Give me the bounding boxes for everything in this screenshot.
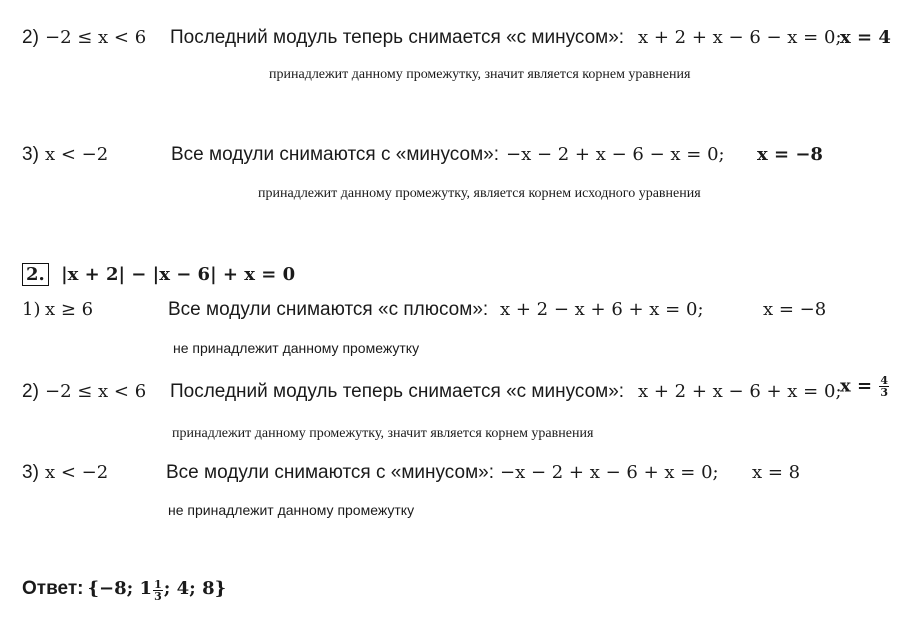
answer-open: {−8; 1 (87, 578, 153, 599)
p2-case2-label: 2) (22, 381, 39, 402)
p1-case2-result: x = 4 (840, 27, 891, 48)
p2-case1-condition: x ≥ 6 (45, 299, 94, 320)
answer-fraction (153, 579, 163, 602)
p2-case3-description: Все модули снимаются с «минусом»: (166, 462, 494, 483)
answer-fraction-denominator: 3 (154, 589, 162, 603)
p1-case2-condition: −2 ≤ x < 6 (45, 27, 147, 48)
p2-case1-result: x = −8 (763, 299, 827, 320)
answer-label: Ответ: (22, 578, 84, 599)
p1-case2-description: Последний модуль теперь снимается «с минусом»: (170, 27, 625, 48)
p1-case2-label: 2) (22, 27, 39, 48)
answer-line (22, 578, 226, 602)
p2-case2-description: Последний модуль теперь снимается «с минусом»: (170, 381, 625, 402)
p2-case2-result-denominator: 3 (880, 386, 889, 399)
p1-case3-equation: −x − 2 + x − 6 − x = 0; (506, 144, 725, 165)
p2-case2-result-fraction (879, 375, 889, 398)
answer-fraction-numerator: 1 (154, 577, 162, 591)
p2-case3-result: x = 8 (752, 462, 801, 483)
p2-case2-result-prefix: x = (840, 375, 873, 397)
p1-case2-note: принадлежит данному промежутку, значит является корнем уравнения (269, 67, 691, 82)
p2-case3-note: не принадлежит данному промежутку (168, 502, 415, 518)
p2-equation: |x + 2| − |x − 6| + x = 0 (61, 264, 296, 285)
p1-case3-description: Все модули снимаются с «минусом»: (171, 144, 499, 165)
p2-case1-note: не принадлежит данному промежутку (173, 340, 420, 356)
p1-case3-note: принадлежит данному промежутку, является корнем исходного уравнения (258, 186, 701, 201)
p2-case2-condition: −2 ≤ x < 6 (45, 381, 147, 402)
answer-rest: ; 4; 8} (163, 578, 227, 599)
p1-case3-condition: x < −2 (45, 144, 109, 165)
p2-header (22, 264, 295, 285)
p2-case2-result-numerator: 4 (880, 374, 889, 387)
p2-case2-equation: x + 2 + x − 6 + x = 0; (638, 381, 842, 402)
p2-case1-description: Все модули снимаются «с плюсом»: (168, 299, 489, 320)
p1-case3-result: x = −8 (757, 144, 823, 165)
p2-case3-condition: x < −2 (45, 462, 109, 483)
p2-case3-label: 3) (22, 462, 39, 483)
p2-case3-equation: −x − 2 + x − 6 + x = 0; (500, 462, 719, 483)
p2-case2-note: принадлежит данному промежутку, значит является корнем уравнения (172, 426, 594, 441)
p1-case2-equation: x + 2 + x − 6 − x = 0; (638, 27, 842, 48)
p2-case1-equation: x + 2 − x + 6 + x = 0; (500, 299, 704, 320)
p1-case3-label: 3) (22, 144, 39, 165)
p2-number: 2. (22, 263, 49, 286)
p2-case2-result (840, 375, 890, 398)
p2-case1-label: 1) (22, 299, 41, 320)
